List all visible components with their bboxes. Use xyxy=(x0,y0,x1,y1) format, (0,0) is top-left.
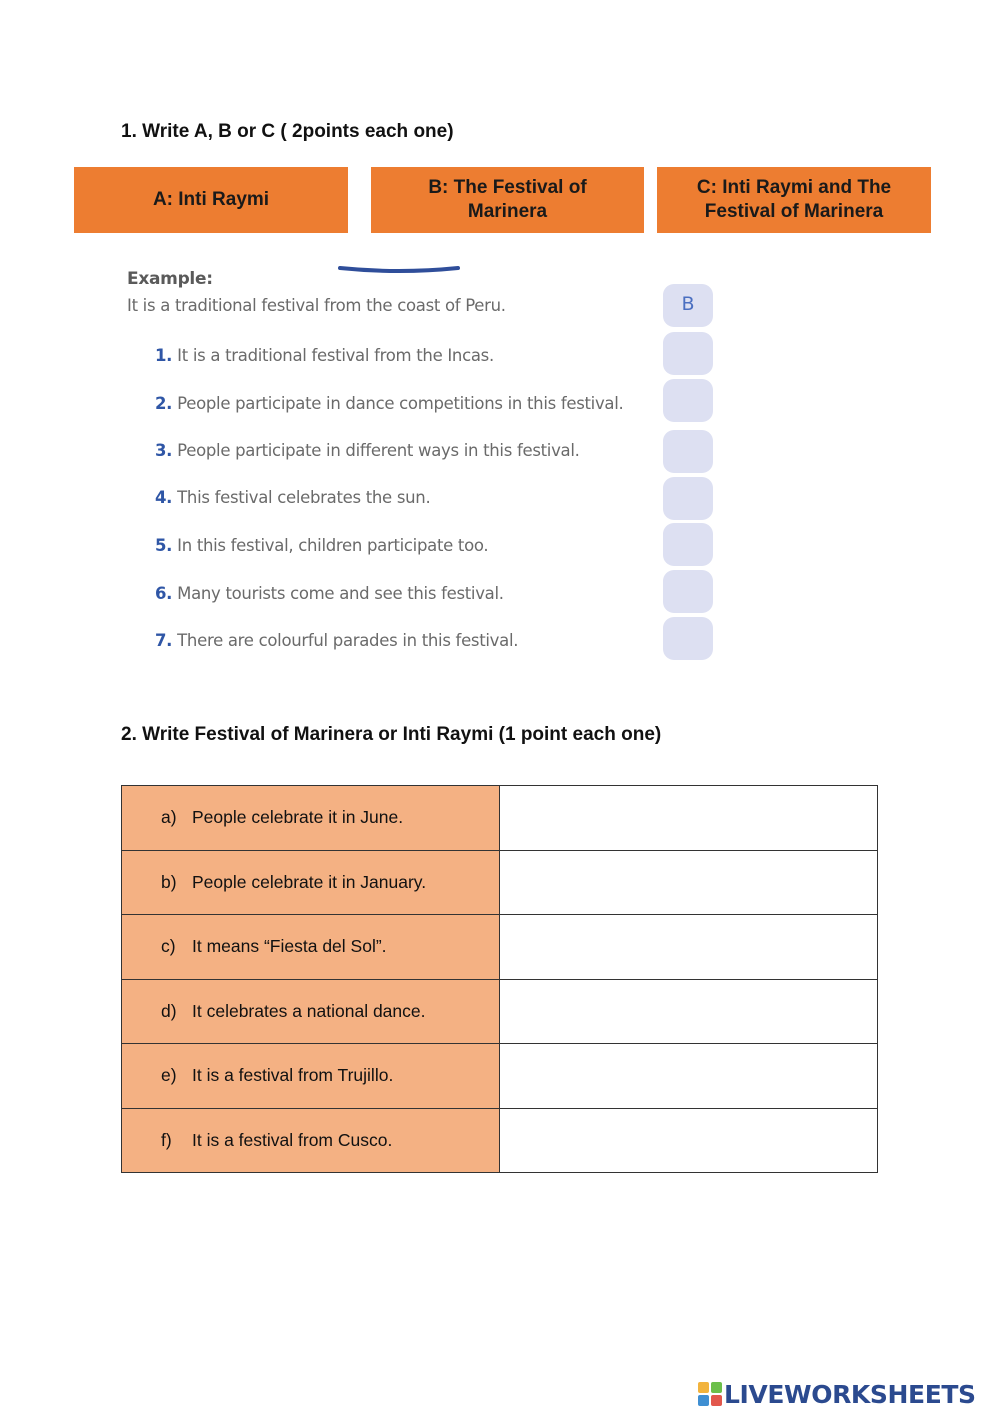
table-row xyxy=(122,1044,878,1109)
question-number: 1. xyxy=(155,346,173,365)
answer-cell[interactable] xyxy=(500,979,878,1044)
answer-cell[interactable] xyxy=(500,1044,878,1109)
row-letter: b) xyxy=(161,871,177,892)
row-letter: f) xyxy=(161,1129,172,1150)
question-item xyxy=(155,631,518,650)
question-cell xyxy=(122,786,500,851)
brand-wordmark: LIVEWORKSHEETS xyxy=(724,1379,976,1409)
answer-cell[interactable] xyxy=(500,786,878,851)
liveworksheets-grid-icon xyxy=(698,1382,722,1406)
table-row xyxy=(122,979,878,1044)
question-text: It is a traditional festival from the Incas. xyxy=(177,346,494,365)
liveworksheets-logo xyxy=(698,1378,976,1410)
option-a-box xyxy=(74,167,348,233)
question-item xyxy=(155,394,623,413)
answer-box-6[interactable] xyxy=(663,570,713,613)
option-a-label: A: Inti Raymi xyxy=(152,189,270,210)
festival-table xyxy=(121,785,878,1173)
question-text: Many tourists come and see this festival. xyxy=(177,584,504,603)
row-text: It means “Fiesta del Sol”. xyxy=(192,936,387,957)
question-text: There are colourful parades in this festival. xyxy=(177,631,519,650)
row-text: People celebrate it in June. xyxy=(192,807,404,828)
table-row xyxy=(122,1108,878,1173)
question-item xyxy=(155,536,488,555)
option-c-label: C: Inti Raymi and The Festival of Marinera xyxy=(696,177,892,222)
table-row xyxy=(122,915,878,980)
answer-cell[interactable] xyxy=(500,915,878,980)
question-item xyxy=(155,584,504,603)
answer-box-4[interactable] xyxy=(663,477,713,520)
option-b-label: B: The Festival of Marinera xyxy=(428,177,587,222)
row-text: It celebrates a national dance. xyxy=(192,1000,426,1021)
answer-cell[interactable] xyxy=(500,850,878,915)
question-cell xyxy=(122,1044,500,1109)
question-text: This festival celebrates the sun. xyxy=(177,488,431,507)
question-cell xyxy=(122,915,500,980)
question-cell xyxy=(122,1108,500,1173)
row-letter: c) xyxy=(161,936,176,957)
answer-box-2[interactable] xyxy=(663,379,713,422)
decorative-arc xyxy=(338,262,460,274)
question-number: 2. xyxy=(155,394,173,413)
question-number: 7. xyxy=(155,631,173,650)
question-item xyxy=(155,441,580,460)
row-letter: a) xyxy=(161,807,177,828)
row-text: It is a festival from Cusco. xyxy=(192,1129,393,1150)
question-cell xyxy=(122,850,500,915)
example-label: Example: xyxy=(127,269,213,289)
question-item xyxy=(155,346,494,365)
example-sentence: It is a traditional festival from the coast of Peru. xyxy=(127,296,506,315)
question-number: 6. xyxy=(155,584,173,603)
row-letter: e) xyxy=(161,1065,177,1086)
section1-heading: 1. Write A, B or C ( 2points each one) xyxy=(121,121,454,142)
answer-box-3[interactable] xyxy=(663,430,713,473)
answer-box-1[interactable] xyxy=(663,332,713,375)
section2-heading: 2. Write Festival of Marinera or Inti Raymi (1 point each one) xyxy=(121,724,662,745)
question-text: People participate in dance competitions in this festival. xyxy=(177,394,624,413)
answer-cell[interactable] xyxy=(500,1108,878,1173)
question-number: 4. xyxy=(155,488,173,507)
option-c-box xyxy=(657,167,931,233)
option-b-box xyxy=(371,167,644,233)
question-number: 3. xyxy=(155,441,173,460)
row-text: People celebrate it in January. xyxy=(192,871,427,892)
answer-box-5[interactable] xyxy=(663,523,713,566)
question-text: In this festival, children participate too. xyxy=(177,536,489,555)
question-cell xyxy=(122,979,500,1044)
row-text: It is a festival from Trujillo. xyxy=(192,1065,394,1086)
answer-box-7[interactable] xyxy=(663,617,713,660)
table-row xyxy=(122,786,878,851)
table-row xyxy=(122,850,878,915)
row-letter: d) xyxy=(161,1000,177,1021)
question-item xyxy=(155,488,430,507)
example-answer-box: B xyxy=(663,284,713,327)
question-text: People participate in different ways in this festival. xyxy=(177,441,580,460)
question-number: 5. xyxy=(155,536,173,555)
